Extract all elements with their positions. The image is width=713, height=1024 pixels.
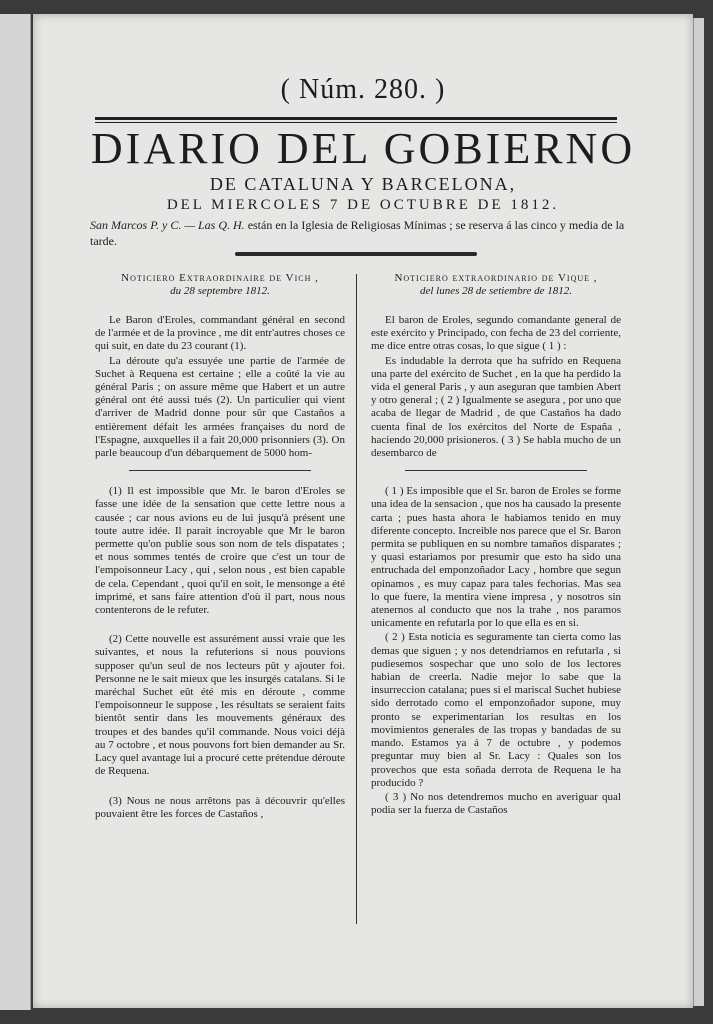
column-divider	[356, 274, 357, 924]
spanish-column	[371, 272, 621, 817]
newspaper-subtitle: DE CATALUNA Y BARCELONA,	[209, 174, 517, 194]
ornamental-divider	[235, 252, 477, 256]
newspaper-page	[33, 14, 693, 1008]
spanish-heading: Noticiero extraordinario de Vique ,	[394, 272, 598, 284]
spanish-paragraph: El baron de Eroles, segundo comandante general de este exército y Principado, con fecha de 23 del corriente, me dice entre otras cosas, lo que sigue ( 1 ) :	[371, 314, 621, 353]
issue-number: ( Núm. 280. )	[280, 74, 446, 105]
french-footnote: (2) Cette nouvelle est assurément aussi vraie que les suivantes, et nous la refuterions si nous pouvions supposer qu'un seul de nos lecteurs pût y ajouter foi. Personne ne le sait mieux que les insurgés catalans. Si le maréchal Suchet eût été mis en déroute , comme l'empoisonneur le suppose , les résultats se seraient faits bientôt sentir dans les mouvements généraux des troupes et des bandes qu'il commande. Nous voici déjà au 7 octobre , et nous pouvons fort bien demander au Sr. Lacy quel avantage lui a procuré cette prétendue déroute de Requena.	[95, 633, 345, 778]
spanish-date: del lunes 28 de setiembre de 1812.	[419, 285, 573, 297]
header-rule-thin	[95, 122, 617, 123]
footnote-rule	[129, 470, 311, 471]
french-footnote: (3) Nous ne nous arrêtons pas à découvrir qu'elles pouvaient être les forces de Castaños ,	[95, 794, 345, 820]
right-page-edge	[693, 18, 704, 1006]
footnote-rule	[405, 470, 587, 471]
french-footnote: (1) Il est impossible que Mr. le baron d'Eroles se fasse une idée de la sensation que cette lettre nous a causée ; car nous avions eu de lui jusqu'à présent une toute autre idée. Il parait incroyable que Mr le baron permette qu'on publie sous son nom de tels dispatates ; et nous sommes tentés de croire que c'est un tour de l'empoisonneur Lacy , qui , selon nous , est bien capable de cela. Cependant , quoi qu'il en soit, le mensonge a été imprimé, et sans faire attention d'où il part, nous nous contenterons de le refuter.	[95, 485, 345, 617]
spanish-footnote: ( 2 ) Esta noticia es seguramente tan cierta como las demas que siguen ; y nos detendriamos en refutarla , si pudiesemos sospechar que uno solo de los lectores habian de creerla. Nadie mejor lo sabe que la insurreccion catalana; pues si el mariscal Suchet hubiese sido derrotado como el emponzoñador supone, muy pronto se experimentarian los resultas en los movimientos generales de las tropas y bandadas de su mando. Estamos ya á 7 de octubre , y podemos preguntar muy bien al Sr. Lacy : Quales son los provechos que esta soñada derrota de Requena le ha producido ?	[371, 631, 621, 789]
saints-notice-text: están en la Iglesia de Religiosas Mínimas ; se reserva á las cinco y media de la tarde.	[90, 218, 625, 248]
french-column	[95, 272, 345, 821]
spanish-footnote: ( 1 ) Es imposible que el Sr. baron de Eroles se forme una idea de la sensacion , que nos ha causado la presente carta ; pues hasta ahora le habiamos tenido en muy diferente concepto. Increible nos parece que el Sr. Baron permita se publiquen en su nombre tamaños disparates ; y quasi estariamos por presumir que esto ha sido una entruchada del emponzoñador Lacy , hombre que segun opinamos , es muy capaz para tales fechorias. Mas sea lo que fuere, la mentira viene impresa , y nosotros sin atenernos al conducto que nos la trahe , nos paramos unicamente en refutarla por lo que ella es en si.	[371, 485, 621, 630]
french-date: du 28 septembre 1812.	[170, 285, 270, 297]
french-paragraph: Le Baron d'Eroles, commandant général en second de l'armée et de la province , me dit entr'autres choses ce qui suit, en date du 23 courant (1).	[95, 314, 345, 353]
header-rule-thick	[95, 117, 617, 120]
issue-dateline: DEL MIERCOLES 7 DE OCTUBRE DE 1812.	[166, 197, 560, 213]
left-page-edge	[0, 14, 31, 1010]
french-paragraph: La déroute qu'a essuyée une partie de l'armée de Suchet à Requena est certaine ; elle a coûté la vie au général Paris ; on assure même que Habert et un autre général ont été aussi tués (2). Un particulier qui vient d'arriver de Madrid donne pour sûr que Castaños a entièrement défait les armées françaises du nord de l'Espagne, auxquelles il a fait 20,000 prisonniers (3). On parle beaucoup d'un débarquement de 5000 hom-	[95, 354, 345, 460]
spanish-footnote: ( 3 ) No nos detendremos mucho en averiguar qual podia ser la fuerza de Castaños	[371, 790, 621, 817]
french-heading: Noticiero Extraordinaire de Vich ,	[121, 272, 319, 284]
spanish-paragraph: Es indudable la derrota que ha sufrido en Requena una parte del exército de Suchet , en la que ha perdido la vida el general Paris , y aun aseguran que tambien Abert y otro general ; ( 2 ) Igualmente se asegura , por uno que acaba de llegar de Madrid , de que Castaños ha dado cuenta final de los exércitos del Norte de España , haciendo 20,000 prisioneros. ( 3 ) Se habla mucho de un desembarco de	[371, 354, 621, 460]
newspaper-title: DIARIO DEL GOBIERNO	[90, 124, 636, 173]
saints-notice-italic: San Marcos P. y C. — Las Q. H.	[90, 218, 245, 232]
saints-notice	[90, 217, 630, 249]
